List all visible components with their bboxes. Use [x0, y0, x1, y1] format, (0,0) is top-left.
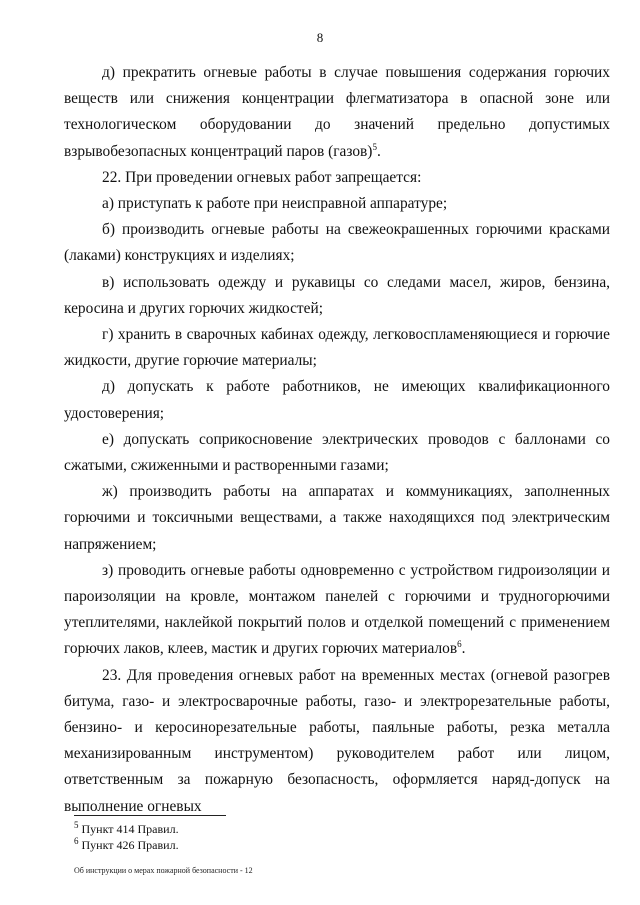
footnote-5: $^5$ Пункт 414 Правил. [74, 820, 179, 836]
footnote-divider [74, 815, 226, 816]
paragraph-22-heading: 22. При проведении огневых работ запрещается: [102, 168, 422, 186]
page-number: 8 [316, 30, 324, 45]
paragraph-22-g: г) хранить в сварочных кабинах одежду, легковоспламеняющиеся и горючие жидкости, другие горючие материалы; [64, 326, 610, 370]
paragraph-22-d: д) допускать к работе работников, не имеющих квалификационного удостоверения; [64, 378, 610, 422]
footnotes [74, 821, 574, 853]
paragraph-22-b: б) производить огневые работы на свежеокрашенных горючими красками (лаками) конструкциях и изделиях; [64, 221, 610, 265]
footnote-ref-6[interactable]: 6 [457, 639, 462, 650]
paragraph-23: 23. Для проведения огневых работ на временных местах (огневой разогрев битума, газо- и электросварочные работы, газо- и электрорезательные работы, бензино- и керосинорезательные работы, паяльные работы, резка металла механизированным инструментом) руководителем работ или лицом, ответственным за пожарную безопасность, оформляется наряд-допуск на выполнение огневых [64, 666, 610, 815]
paragraph-22-v: в) использовать одежду и рукавицы со следами масел, жиров, бензина, керосина и других горючих жидкостей; [64, 273, 610, 317]
paragraph-22-z: з) проводить огневые работы одновременно с устройством гидроизоляции и пароизоляции на кровле, монтажом панелей с горючими и трудногорючими утеплителями, наклейкой покрытий полов и отделкой помещений с применением горючих лаков, клеев, мастик и других горючих материалов$^6$. [64, 561, 610, 658]
paragraph-22-a: а) приступать к работе при неисправной аппаратуре; [102, 195, 448, 213]
paragraph-22-e: е) допускать соприкосновение электрических проводов с баллонами со сжатыми, сжиженными и растворенными газами; [64, 430, 610, 475]
footnote-ref-5[interactable]: 5 [372, 141, 377, 152]
footnote-6: $^6$ Пункт 426 Правил. [74, 836, 179, 852]
document-footer: Об инструкции о мерах пожарной безопасности - 12 [74, 866, 253, 875]
paragraph-22-zh: ж) производить работы на аппаратах и коммуникациях, заполненных горючими и токсичными веществами, а также находящихся под электрическим напряжением; [64, 483, 610, 553]
body-text [64, 60, 610, 820]
paragraph-d-stop-work: д) прекратить огневые работы в случае повышения содержания горючих веществ или снижения концентрации флегматизатора в опасной зоне или технологическом оборудовании до значений предельно допустимых взрывобезопасных концентраций паров (газов)$^5$. [64, 64, 610, 160]
